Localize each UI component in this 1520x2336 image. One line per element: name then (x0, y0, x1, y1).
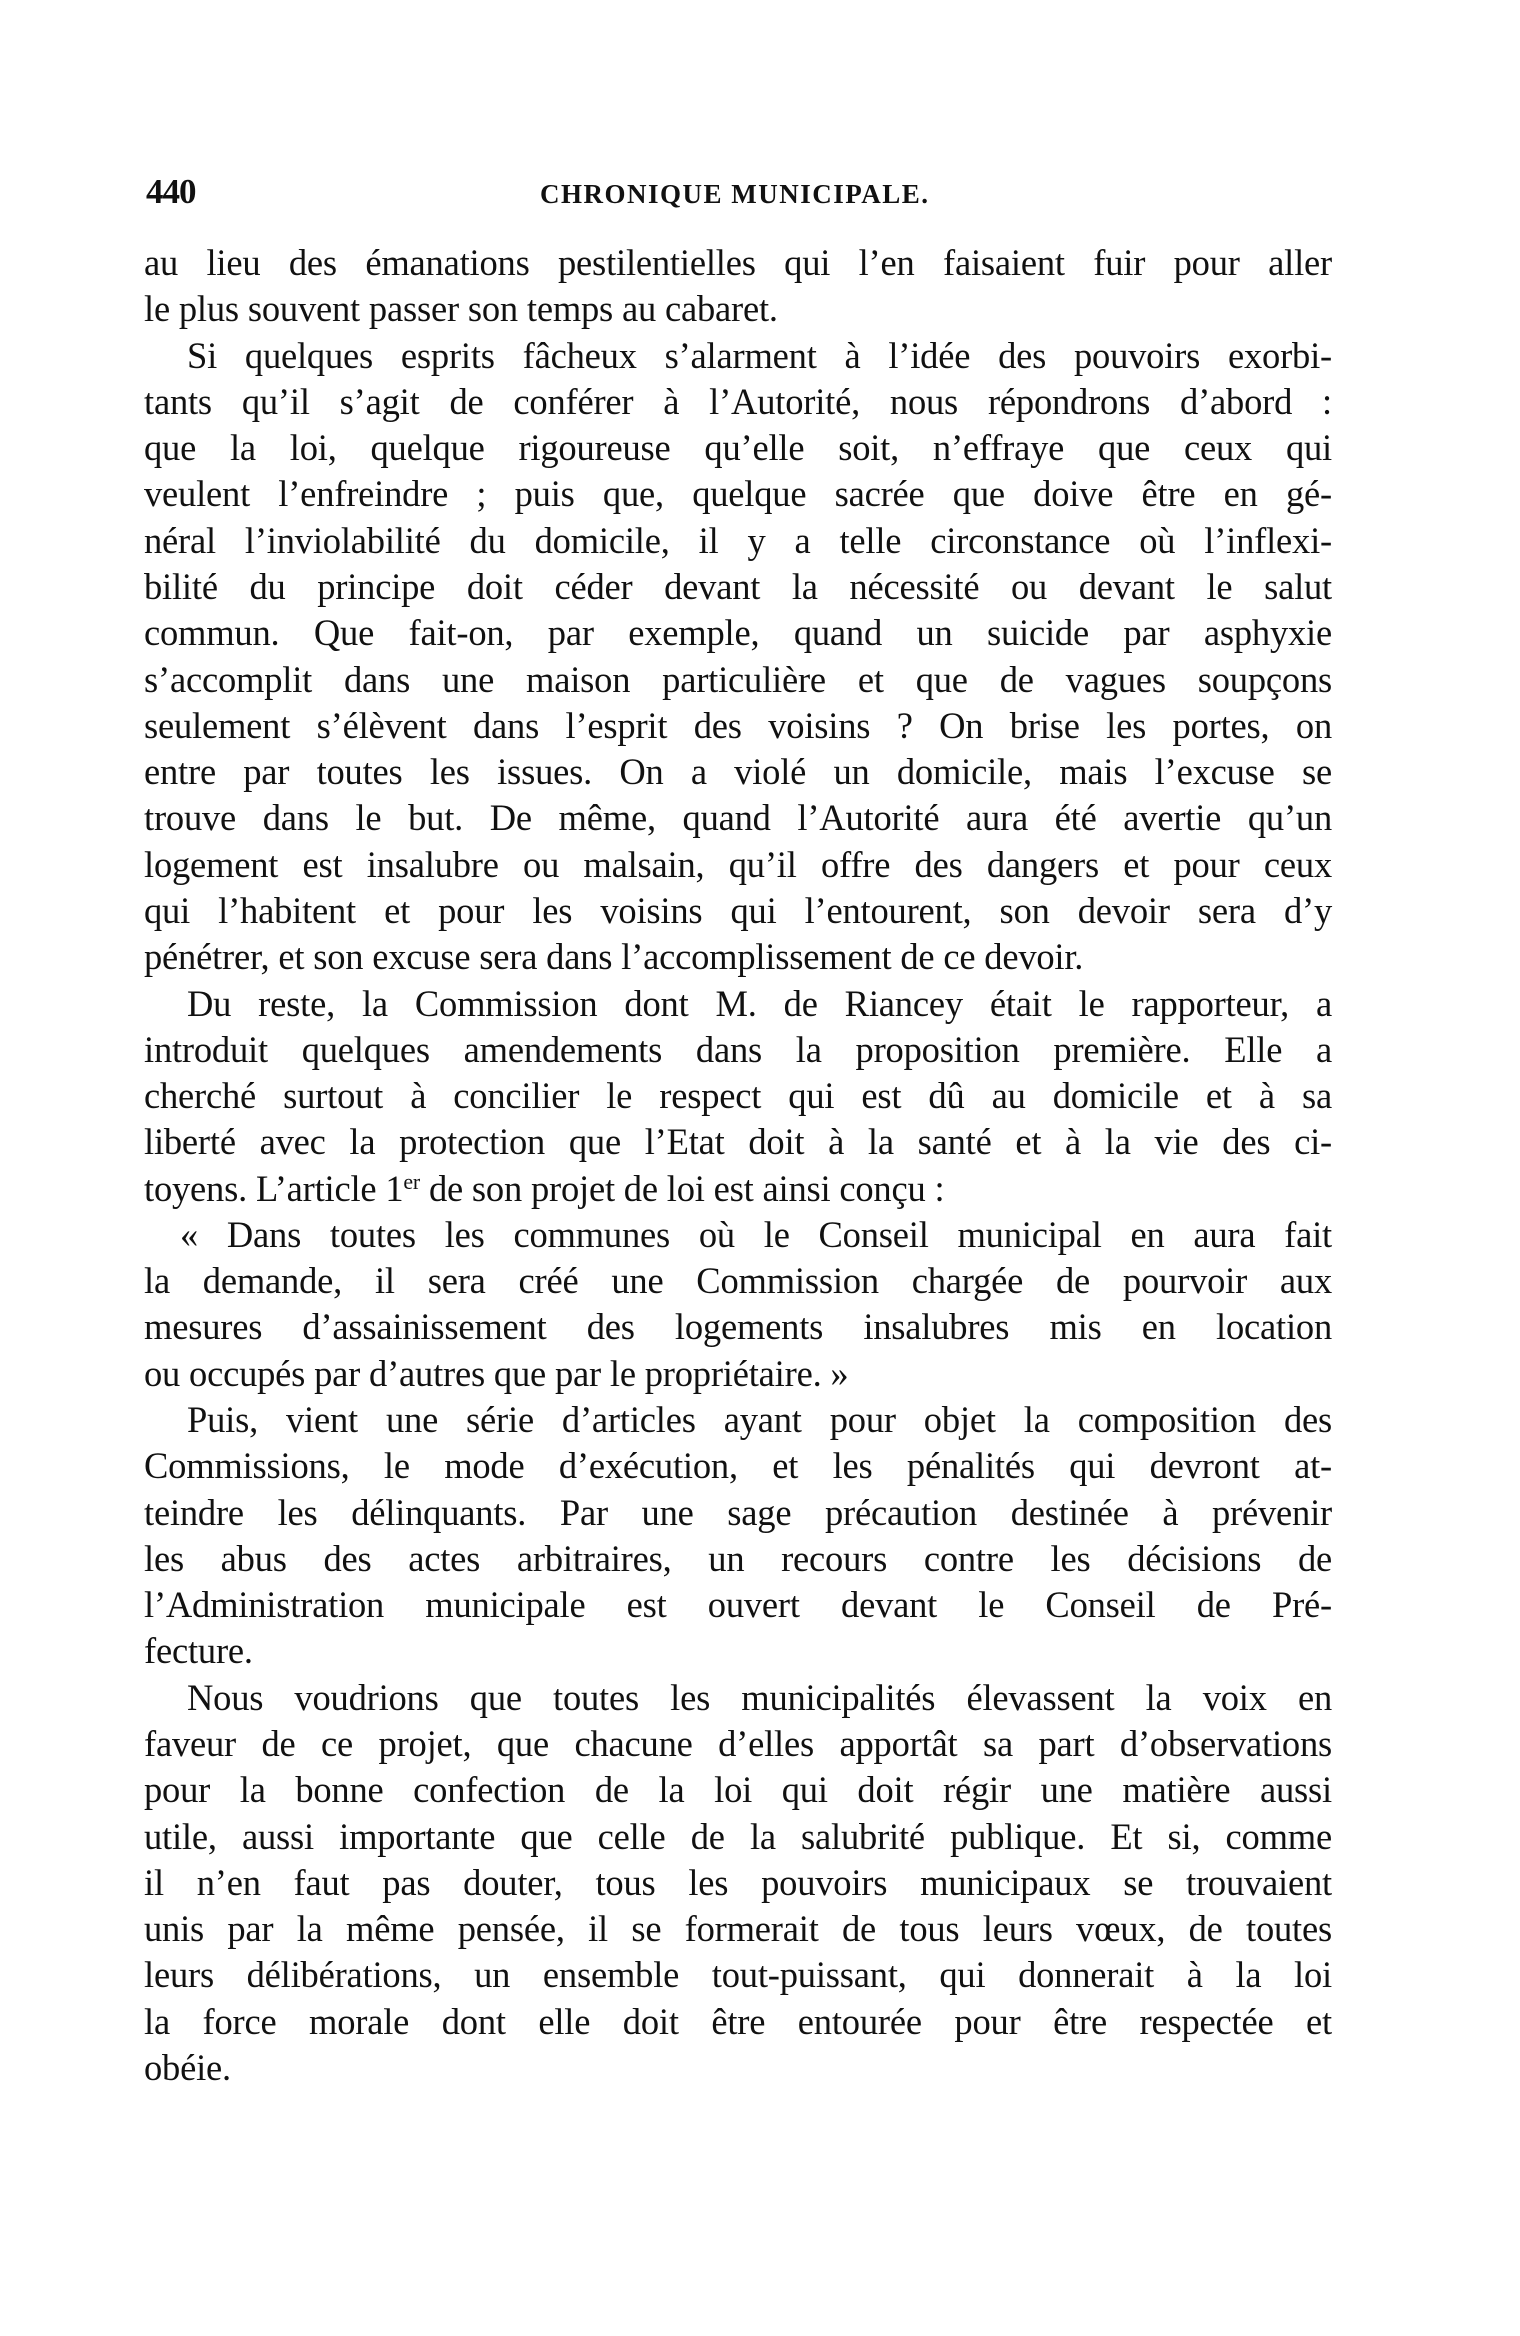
text-line: utile, aussi importante que celle de la salubrité publique. Et si, comme (144, 1815, 1332, 1857)
quotation-line: la demande, il sera créé une Commission chargée de pourvoir aux (144, 1260, 1332, 1302)
text-line: la force morale dont elle doit être entourée pour être respectée et (144, 2000, 1332, 2042)
text-line: il n’en faut pas douter, tous les pouvoirs municipaux se trouvaient (144, 1861, 1332, 1903)
text-line: tants qu’il s’agit de conférer à l’Autorité, nous répondrons d’abord : (144, 380, 1332, 422)
text-line (144, 1166, 1332, 1212)
text-line: qui l’habitent et pour les voisins qui l’entourent, son devoir sera d’y (144, 889, 1332, 931)
text-line: cherché surtout à concilier le respect qui est dû au domicile et à sa (144, 1075, 1332, 1116)
text-line: pénétrer, et son excuse sera dans l’accomplissement de ce devoir. (144, 936, 1084, 978)
running-title: CHRONIQUE MUNICIPALE. (540, 179, 930, 209)
text-line: introduit quelques amendements dans la proposition première. Elle a (144, 1028, 1332, 1070)
paragraph-first-line: Du reste, la Commission dont M. de Riancey était le rapporteur, a (187, 982, 1332, 1024)
text-line: néral l’inviolabilité du domicile, il y a telle circonstance où l’inflexi- (144, 519, 1332, 561)
text-line: teindre les délinquants. Par une sage précaution destinée à prévenir (144, 1491, 1332, 1533)
text-line: au lieu des émanations pestilentielles qui l’en faisaient fuir pour aller (144, 242, 1332, 283)
text-line: trouve dans le but. De même, quand l’Autorité aura été avertie qu’un (144, 797, 1332, 839)
text-line: seulement s’élèvent dans l’esprit des voisins ? On brise les portes, on (144, 704, 1332, 746)
paragraph-first-line: Puis, vient une série d’articles ayant pour objet la composition des (187, 1399, 1332, 1440)
paragraph-first-line: Nous voudrions que toutes les municipalités élevassent la voix en (187, 1676, 1332, 1718)
ordinal-superscript: er (403, 1168, 421, 1194)
text-line: unis par la même pensée, il se formerait de tous leurs vœux, de toutes (144, 1908, 1332, 1950)
text-line: leurs délibérations, un ensemble tout-puissant, qui donnerait à la loi (144, 1954, 1332, 1996)
page-number: 440 (146, 172, 196, 211)
text-line: commun. Que fait-on, par exemple, quand un suicide par asphyxie (144, 612, 1332, 654)
quotation-first-line: « Dans toutes les communes où le Conseil municipal en aura fait (180, 1213, 1332, 1255)
text-line: bilité du principe doit céder devant la nécessité ou devant le salut (144, 566, 1332, 607)
text-line: que la loi, quelque rigoureuse qu’elle soit, n’effraye que ceux qui (144, 427, 1332, 469)
quotation-line: mesures d’assainissement des logements insalubres mis en location (144, 1306, 1332, 1348)
paragraph-first-line: Si quelques esprits fâcheux s’alarment à l’idée des pouvoirs exorbi- (187, 334, 1332, 376)
text-line: liberté avec la protection que l’Etat doit à la santé et à la vie des ci- (144, 1121, 1332, 1163)
text-line: logement est insalubre ou malsain, qu’il offre des dangers et pour ceux (144, 843, 1332, 885)
quotation-line: ou occupés par d’autres que par le propriétaire. » (144, 1352, 849, 1394)
text-line: Commissions, le mode d’exécution, et les pénalités qui devront at- (144, 1445, 1332, 1487)
text-line: obéie. (144, 2046, 231, 2088)
text-line: le plus souvent passer son temps au cabaret. (144, 288, 778, 330)
text-line: veulent l’enfreindre ; puis que, quelque sacrée que doive être en gé- (144, 473, 1332, 515)
text-line: entre par toutes les issues. On a violé un domicile, mais l’excuse se (144, 751, 1332, 793)
text-line: l’Administration municipale est ouvert devant le Conseil de Pré- (144, 1584, 1332, 1626)
text-line: les abus des actes arbitraires, un recours contre les décisions de (144, 1537, 1332, 1579)
running-head (146, 172, 1332, 212)
text-line: pour la bonne confection de la loi qui doit régir une matière aussi (144, 1769, 1332, 1811)
text-segment: de son projet de loi est ainsi conçu : (420, 1167, 945, 1209)
text-segment: toyens. L’article 1 (144, 1167, 404, 1209)
text-line: faveur de ce projet, que chacune d’elles apportât sa part d’observations (144, 1723, 1332, 1764)
text-line: s’accomplit dans une maison particulière et que de vagues soupçons (144, 658, 1332, 700)
text-line: fecture. (144, 1630, 253, 1672)
